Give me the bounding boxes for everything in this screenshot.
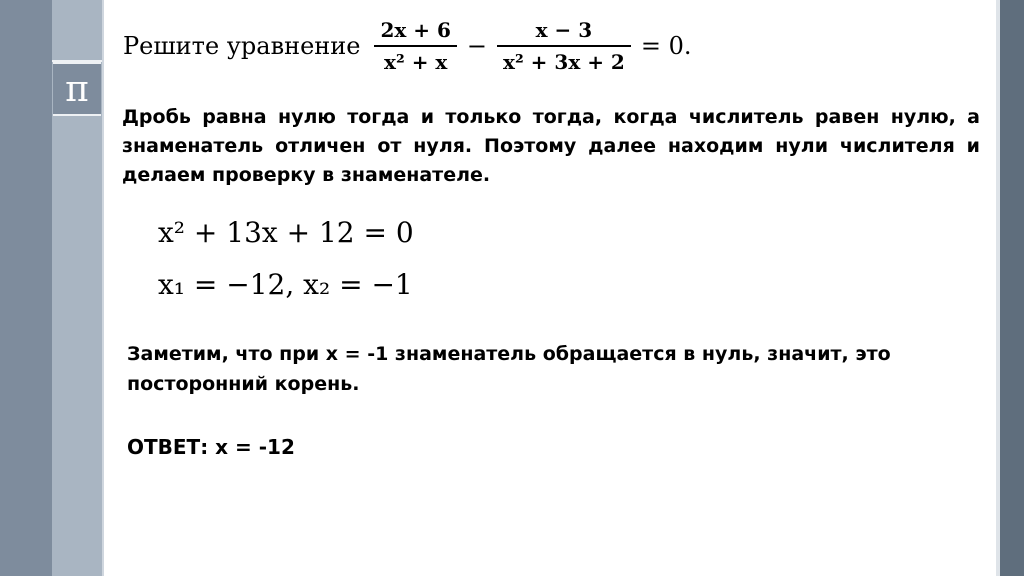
right-dark-strip (1000, 0, 1024, 576)
pi-icon: π (53, 62, 101, 116)
roots-line: x₁ = −12, x₂ = −1 (158, 268, 413, 301)
explanation-paragraph: Дробь равна нулю тогда и только тогда, когда числитель равен нулю, а знаменатель отличен от нуля. Поэтому далее находим нули числителя и делаем проверку в знаменателе. (122, 106, 980, 186)
left-dark-strip (0, 0, 52, 576)
fraction-1 (374, 18, 456, 74)
fraction-2-numerator: x − 3 (535, 18, 593, 42)
fraction-2 (497, 18, 631, 74)
problem-statement (123, 18, 695, 74)
check-paragraph: Заметим, что при х = -1 знаменатель обращается в нуль, значит, это посторонний корень. (127, 343, 891, 395)
equals-zero: = 0. (640, 32, 692, 60)
fraction-1-numerator: 2x + 6 (380, 18, 451, 42)
title-lead: Решите уравнение (123, 32, 361, 60)
answer-line: ОТВЕТ: х = -12 (127, 435, 295, 459)
fraction-2-denominator: x² + 3x + 2 (503, 50, 625, 74)
fraction-1-denominator: x² + x (384, 50, 448, 74)
quadratic-equation: x² + 13x + 12 = 0 (158, 216, 414, 249)
fraction-bar (497, 45, 631, 47)
minus-sign: − (466, 32, 488, 60)
left-edge-line (102, 0, 104, 576)
fraction-bar (374, 45, 456, 47)
